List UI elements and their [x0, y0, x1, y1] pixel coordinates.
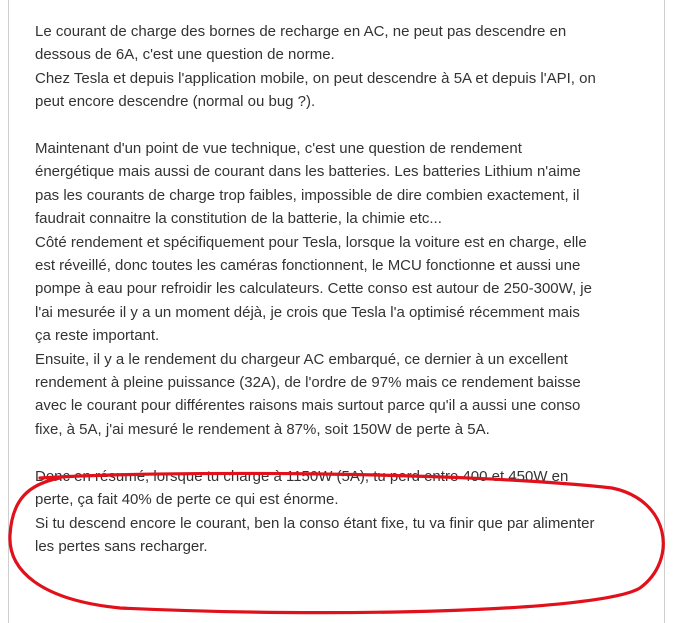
- post-line: Côté rendement et spécifiquement pour Tesla, lorsque la voiture est en charge, elle: [35, 233, 587, 251]
- post-line: énergétique mais aussi de courant dans les batteries. Les batteries Lithium n'aime: [35, 163, 581, 181]
- paragraph-gap: [35, 114, 615, 137]
- post-line-summary: les pertes sans recharger.: [35, 537, 208, 555]
- post-line: ça reste important.: [35, 327, 160, 345]
- post-line: peut encore descendre (normal ou bug ?).: [35, 93, 316, 111]
- post-line: est réveillé, donc toutes les caméras fonctionnent, le MCU fonctionne et aussi une: [35, 257, 581, 275]
- post-line: l'ai mesurée il y a un moment déjà, je crois que Tesla l'a optimisé récemment mais: [35, 303, 580, 321]
- post-line: pompe à eau pour refroidir les calculateurs. Cette conso est autour de 250-300W, je: [35, 280, 592, 298]
- post-line: faudrait connaitre la constitution de la batterie, la chimie etc...: [35, 210, 442, 228]
- post-line: Le courant de charge des bornes de recharge en AC, ne peut pas descendre en: [35, 23, 567, 40]
- post-line-summary: Donc en résumé, lorsque tu charge à 1150W (5A), tu perd entre 400 et 450W en: [35, 467, 569, 485]
- post-line: Chez Tesla et depuis l'application mobile, on peut descendre à 5A et depuis l'API, on: [35, 69, 596, 87]
- post-line: Maintenant d'un point de vue technique, c'est une question de rendement: [35, 140, 522, 158]
- post-line-summary: Si tu descend encore le courant, ben la conso étant fixe, tu va finir que par alimenter: [35, 514, 595, 532]
- paragraph-gap: [35, 441, 615, 464]
- post-line: dessous de 6A, c'est une question de norme.: [35, 46, 335, 64]
- post-line: Ensuite, il y a le rendement du chargeur AC embarqué, ce dernier à un excellent: [35, 350, 568, 368]
- post-line: rendement à pleine puissance (32A), de l'ordre de 97% mais ce rendement baisse: [35, 374, 581, 392]
- forum-post-body: [35, 20, 615, 558]
- post-line: fixe, à 5A, j'ai mesuré le rendement à 87%, soit 150W de perte à 5A.: [35, 420, 490, 438]
- post-line: pas les courants de charge trop faibles, impossible de dire combien exactement, il: [35, 186, 580, 204]
- post-line-summary: perte, ça fait 40% de perte ce qui est énorme.: [35, 491, 339, 509]
- post-line: avec le courant pour différentes raisons mais surtout parce qu'il a aussi une conso: [35, 397, 581, 415]
